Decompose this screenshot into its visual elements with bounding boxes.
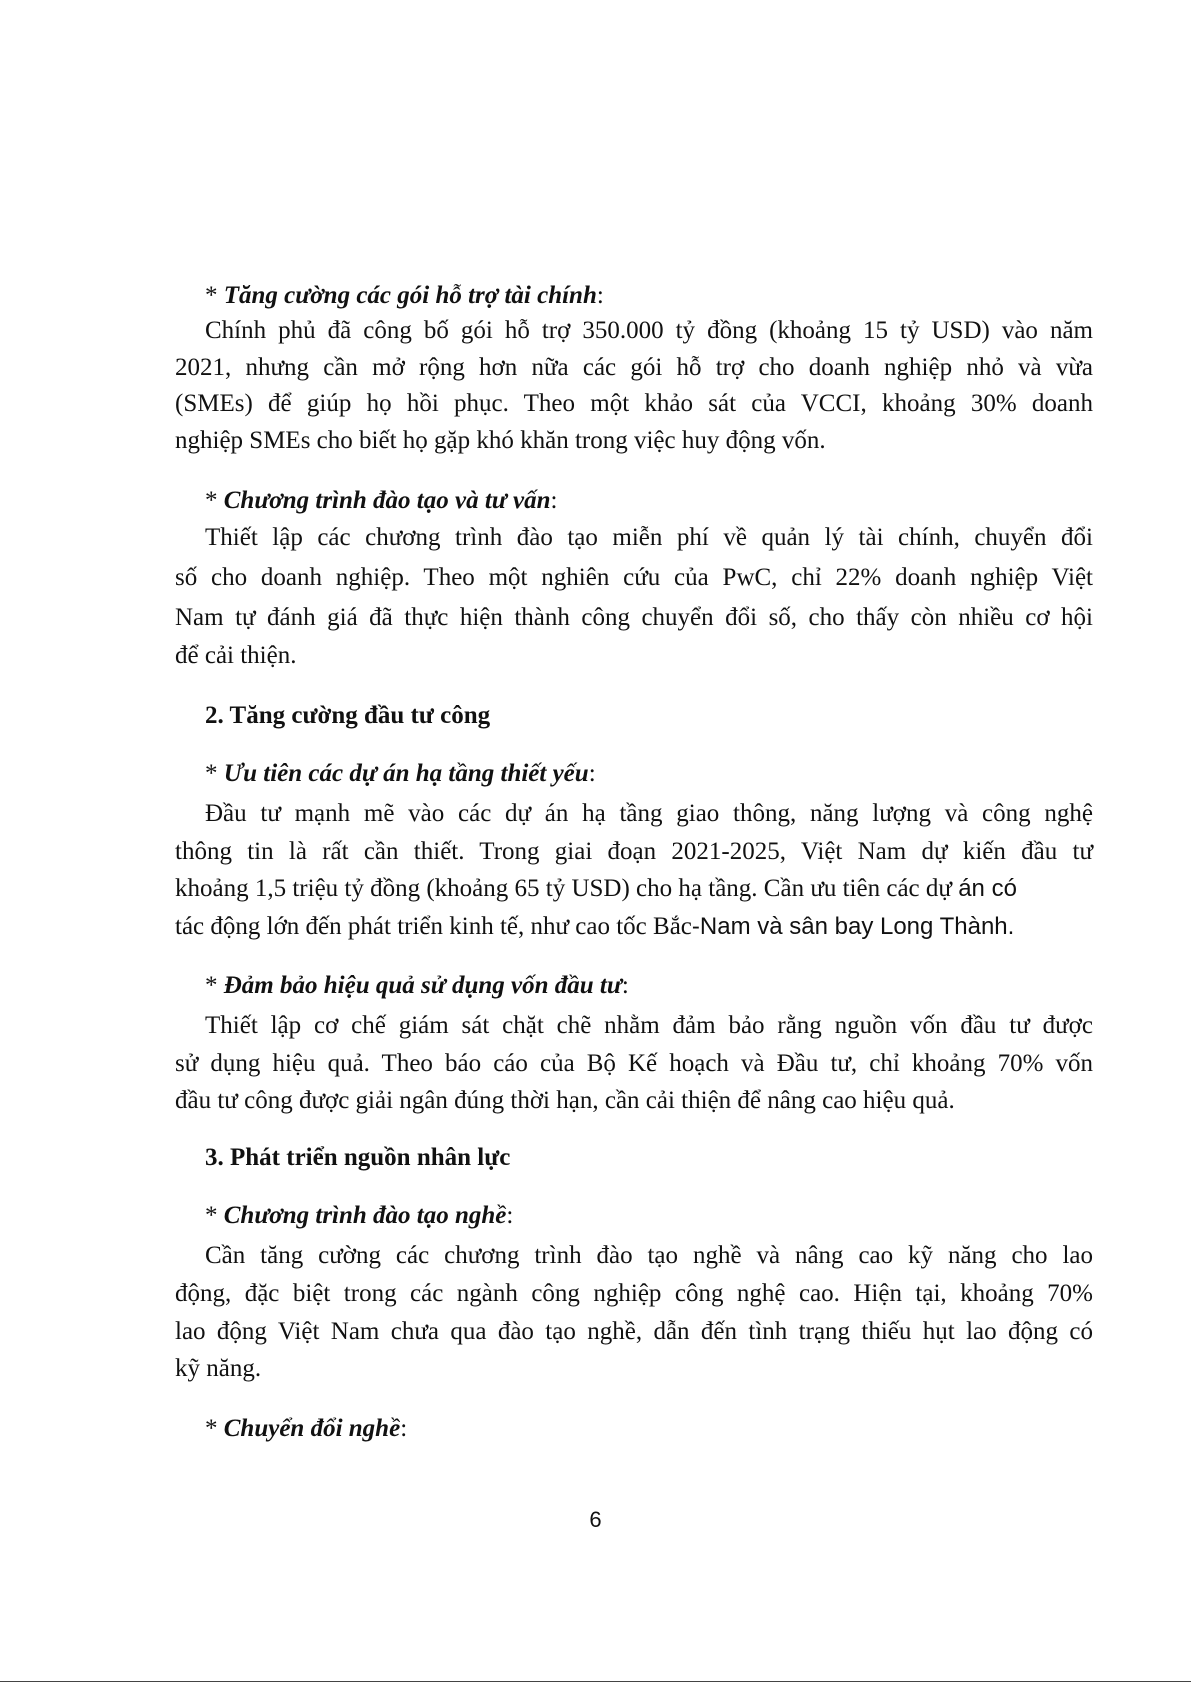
heading-colon: :	[588, 760, 596, 787]
paragraph-line: 2021, nhưng cần mở rộng hơn nữa các gói hỗ trợ cho doanh nghiệp nhỏ và vừa	[175, 354, 1093, 381]
paragraph-line: đầu tư công được giải ngân đúng thời hạn, cần cải thiện để nâng cao hiệu quả.	[175, 1087, 955, 1114]
text-run-sans: -Nam và sân bay Long Thành.	[691, 913, 1015, 940]
paragraph-line: Chính phủ đã công bố gói hỗ trợ 350.000 tỷ đồng (khoảng 15 tỷ USD) vào năm	[205, 317, 1093, 344]
subheading-training-consulting	[205, 483, 1123, 519]
page-number: 6	[589, 1507, 602, 1532]
paragraph-line: lao động Việt Nam chưa qua đào tạo nghề, dẫn đến tình trạng thiếu hụt lao động có	[175, 1318, 1093, 1345]
subheading-capital-efficiency	[205, 968, 1123, 1004]
bullet-star: *	[205, 282, 218, 309]
paragraph-line-mixed	[175, 871, 1093, 907]
subheading-financial-support	[205, 278, 1123, 314]
paragraph-line: Thiết lập cơ chế giám sát chặt chẽ nhằm đảm bảo rằng nguồn vốn đầu tư được	[205, 1012, 1093, 1039]
text-run-sans: án có	[958, 875, 1017, 902]
paragraph-line-mixed	[175, 909, 1093, 945]
heading-colon: :	[621, 972, 629, 999]
subheading-infrastructure-priority	[205, 756, 1123, 792]
bullet-star: *	[205, 760, 218, 787]
bullet-star: *	[205, 1415, 218, 1442]
bullet-star: *	[205, 972, 218, 999]
subheading-career-change	[205, 1411, 1123, 1447]
subheading-text: Ưu tiên các dự án hạ tầng thiết yếu	[223, 760, 589, 787]
bullet-star: *	[205, 1202, 218, 1229]
paragraph-line: thông tin là rất cần thiết. Trong giai đoạn 2021-2025, Việt Nam dự kiến đầu tư	[175, 838, 1093, 865]
paragraph-line: kỹ năng.	[175, 1355, 262, 1382]
paragraph-line: Cần tăng cường các chương trình đào tạo nghề và nâng cao kỹ năng cho lao	[205, 1242, 1093, 1269]
subheading-vocational-training	[205, 1198, 1123, 1234]
paragraph-line: động, đặc biệt trong các ngành công nghiệp công nghệ cao. Hiện tại, khoảng 70%	[175, 1280, 1093, 1307]
paragraph-line: số cho doanh nghiệp. Theo một nghiên cứu của PwC, chỉ 22% doanh nghiệp Việt	[175, 564, 1093, 591]
section-title-public-investment: 2. Tăng cường đầu tư công	[205, 702, 491, 729]
paragraph-line: Thiết lập các chương trình đào tạo miễn phí về quản lý tài chính, chuyển đổi	[205, 524, 1093, 551]
paragraph-line: để cải thiện.	[175, 642, 297, 669]
subheading-text: Đảm bảo hiệu quả sử dụng vốn đầu tư	[223, 972, 622, 999]
text-run: khoảng 1,5 triệu tỷ đồng (khoảng 65 tỷ USD) cho hạ tầng. Cần ưu tiên các dự	[175, 875, 959, 902]
paragraph-line: nghiệp SMEs cho biết họ gặp khó khăn trong việc huy động vốn.	[175, 427, 826, 454]
paragraph-line: sử dụng hiệu quả. Theo báo cáo của Bộ Kế hoạch và Đầu tư, chỉ khoảng 70% vốn	[175, 1050, 1093, 1077]
bullet-star: *	[205, 487, 218, 514]
subheading-text: Chuyển đổi nghề	[223, 1415, 401, 1442]
heading-colon: :	[550, 487, 558, 514]
paragraph-line: Nam tự đánh giá đã thực hiện thành công chuyển đổi số, cho thấy còn nhiều cơ hội	[175, 604, 1093, 631]
heading-colon: :	[506, 1202, 514, 1229]
paragraph-line: Đầu tư mạnh mẽ vào các dự án hạ tầng giao thông, năng lượng và công nghệ	[205, 800, 1093, 827]
text-run: tác động lớn đến phát triển kinh tế, như cao tốc Bắc	[175, 913, 692, 940]
subheading-text: Tăng cường các gói hỗ trợ tài chính	[223, 282, 597, 309]
bottom-divider	[0, 1681, 1191, 1682]
subheading-text: Chương trình đào tạo nghề	[223, 1202, 507, 1229]
subheading-text: Chương trình đào tạo và tư vấn	[223, 487, 551, 514]
heading-colon: :	[400, 1415, 408, 1442]
paragraph-line: (SMEs) để giúp họ hồi phục. Theo một khảo sát của VCCI, khoảng 30% doanh	[175, 390, 1093, 417]
heading-colon: :	[596, 282, 604, 309]
section-title-human-resources: 3. Phát triển nguồn nhân lực	[205, 1144, 511, 1171]
